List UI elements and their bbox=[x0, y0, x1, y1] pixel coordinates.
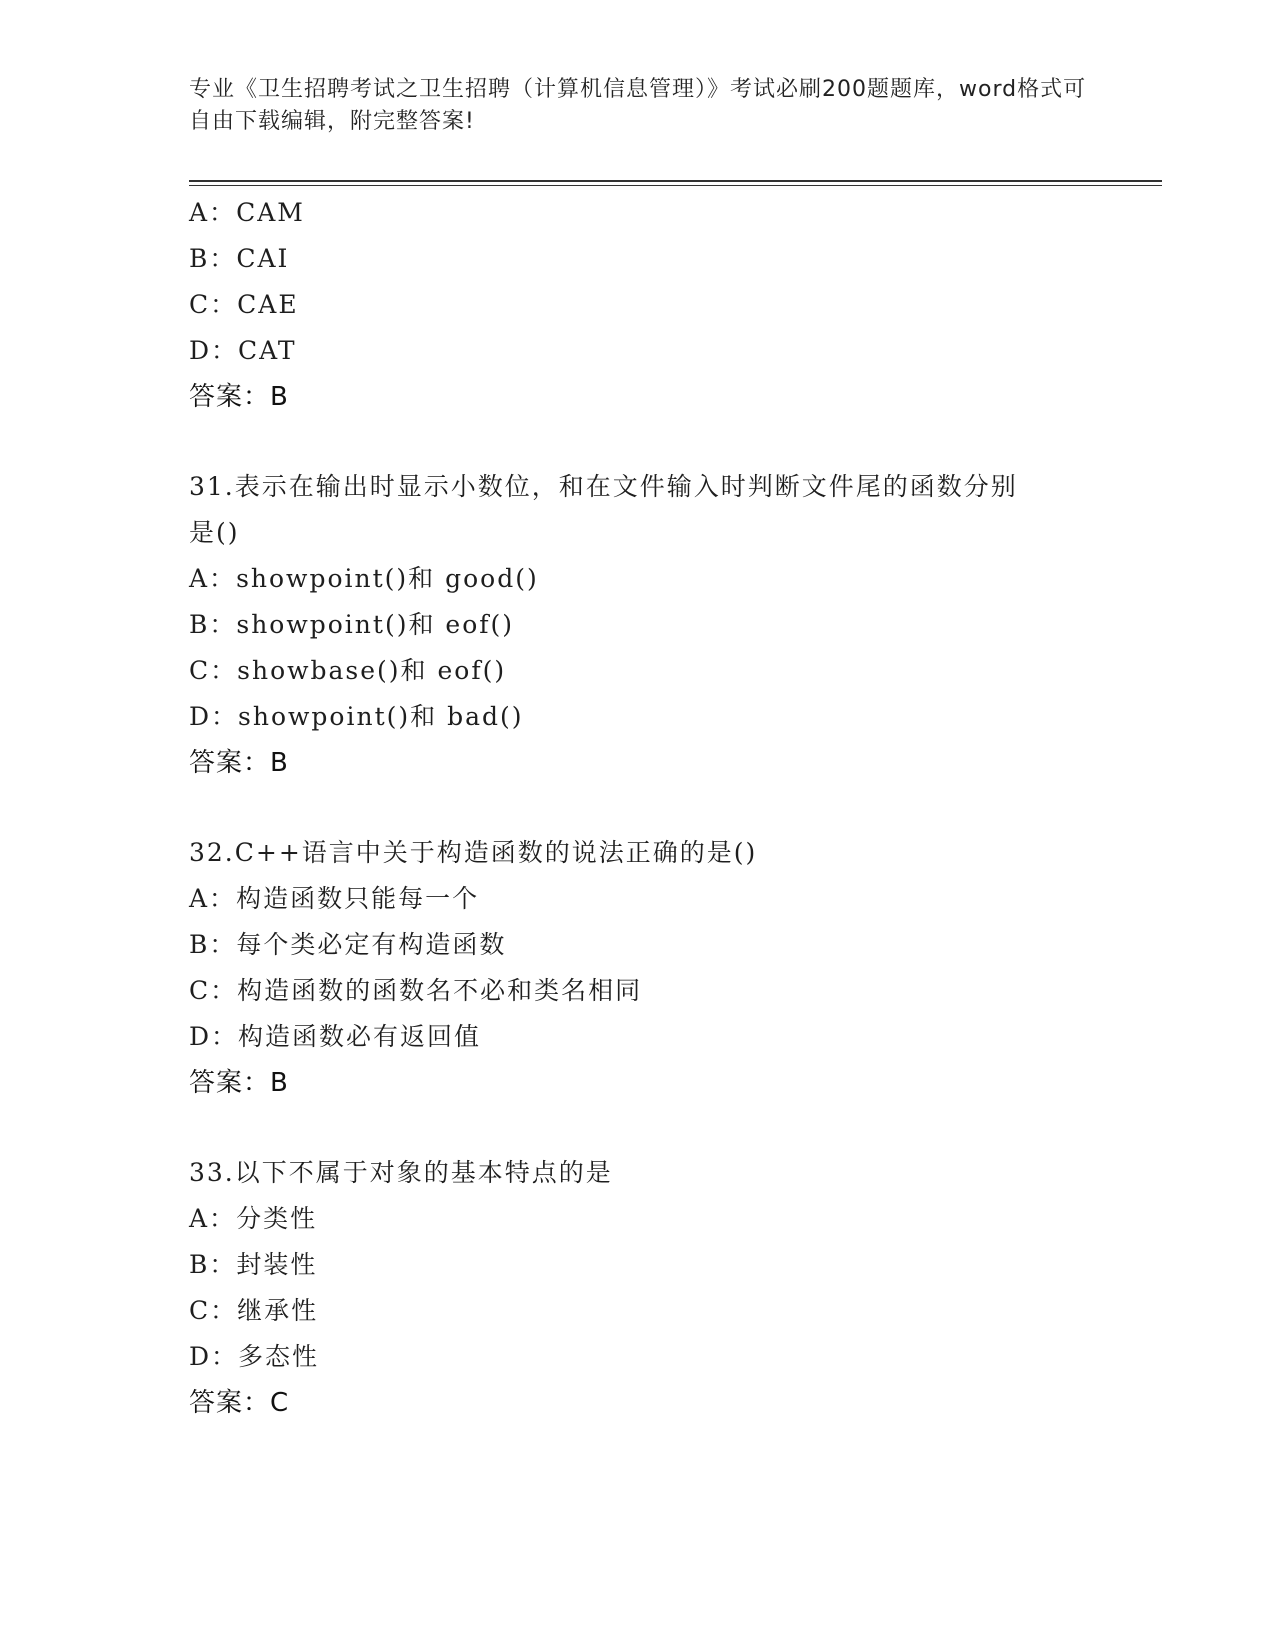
question-stem-continued: 是() bbox=[189, 518, 240, 547]
option-b: B：每个类必定有构造函数 bbox=[189, 930, 507, 959]
option-d: D：多态性 bbox=[189, 1342, 320, 1371]
option-c: C：继承性 bbox=[189, 1296, 319, 1325]
header-rule-thin bbox=[189, 185, 1162, 186]
option-d: D：构造函数必有返回值 bbox=[189, 1022, 482, 1051]
answer-line: 答案：B bbox=[189, 382, 289, 412]
question-stem: 31.表示在输出时显示小数位，和在文件输入时判断文件尾的函数分别 bbox=[189, 472, 1018, 501]
question-stem: 33.以下不属于对象的基本特点的是 bbox=[189, 1158, 613, 1187]
option-c: C：构造函数的函数名不必和类名相同 bbox=[189, 976, 643, 1005]
document-header: 专业《卫生招聘考试之卫生招聘（计算机信息管理）》考试必刷200题题库，word格式可自由下载编辑，附完整答案! bbox=[189, 77, 1087, 134]
answer-line: 答案：B bbox=[189, 748, 289, 778]
option-b: B：封装性 bbox=[189, 1250, 318, 1279]
answer-line: 答案：B bbox=[189, 1068, 289, 1098]
header-rule-thick bbox=[189, 180, 1162, 182]
option-c: C：CAE bbox=[189, 290, 299, 319]
option-a: A：构造函数只能每一个 bbox=[189, 884, 480, 913]
question-block-33 bbox=[189, 1150, 1089, 1426]
answer-line: 答案：C bbox=[189, 1388, 290, 1418]
question-stem: 32.C++语言中关于构造函数的说法正确的是() bbox=[189, 838, 758, 867]
option-c: C：showbase()和 eof() bbox=[189, 656, 507, 685]
question-block-31 bbox=[189, 464, 1089, 786]
option-d: D：showpoint()和 bad() bbox=[189, 702, 524, 731]
option-a: A：showpoint()和 good() bbox=[189, 564, 539, 593]
question-block-prev bbox=[189, 190, 1089, 420]
option-d: D：CAT bbox=[189, 336, 297, 365]
option-b: B：CAI bbox=[189, 244, 290, 273]
question-list bbox=[189, 190, 1089, 1426]
option-b: B：showpoint()和 eof() bbox=[189, 610, 515, 639]
option-a: A：分类性 bbox=[189, 1204, 318, 1233]
option-a: A：CAM bbox=[189, 198, 305, 227]
question-block-32 bbox=[189, 830, 1089, 1106]
